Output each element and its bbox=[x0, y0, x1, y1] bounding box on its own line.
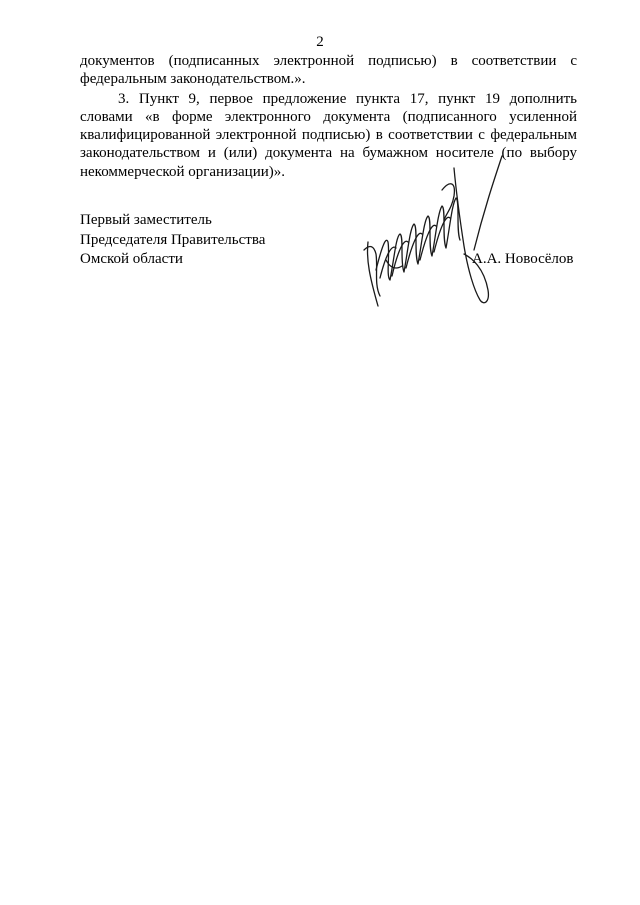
paragraph-line: документов (подписанных электронной подписью) в соответствии с bbox=[80, 53, 577, 69]
signer-title-line: Первый заместитель bbox=[80, 212, 212, 228]
paragraph-line: словами «в форме электронного документа (подписанного усиленной bbox=[80, 108, 577, 125]
signer-title bbox=[80, 211, 265, 270]
paragraph-line: квалифицированной электронной подписью) в соответствии с федеральным bbox=[80, 127, 577, 144]
page-number: 2 bbox=[316, 34, 324, 50]
signer-title-line: Председателя Правительства bbox=[80, 231, 266, 248]
handwritten-signature bbox=[356, 150, 506, 310]
paragraph-line: 3. Пункт 9, первое предложение пункта 17, пункт 19 дополнить bbox=[118, 90, 577, 107]
signer-title-line: Омской области bbox=[80, 251, 183, 267]
paragraph-line: федеральным законодательством.». bbox=[80, 71, 306, 88]
paragraph-line: законодательством и (или) документа на бумажном носителе (по выбору bbox=[80, 145, 577, 162]
paragraph-continuation bbox=[80, 52, 577, 89]
signer-name: А.А. Новосёлов bbox=[472, 251, 574, 267]
paragraph-line: некоммерческой организации)». bbox=[80, 163, 286, 180]
